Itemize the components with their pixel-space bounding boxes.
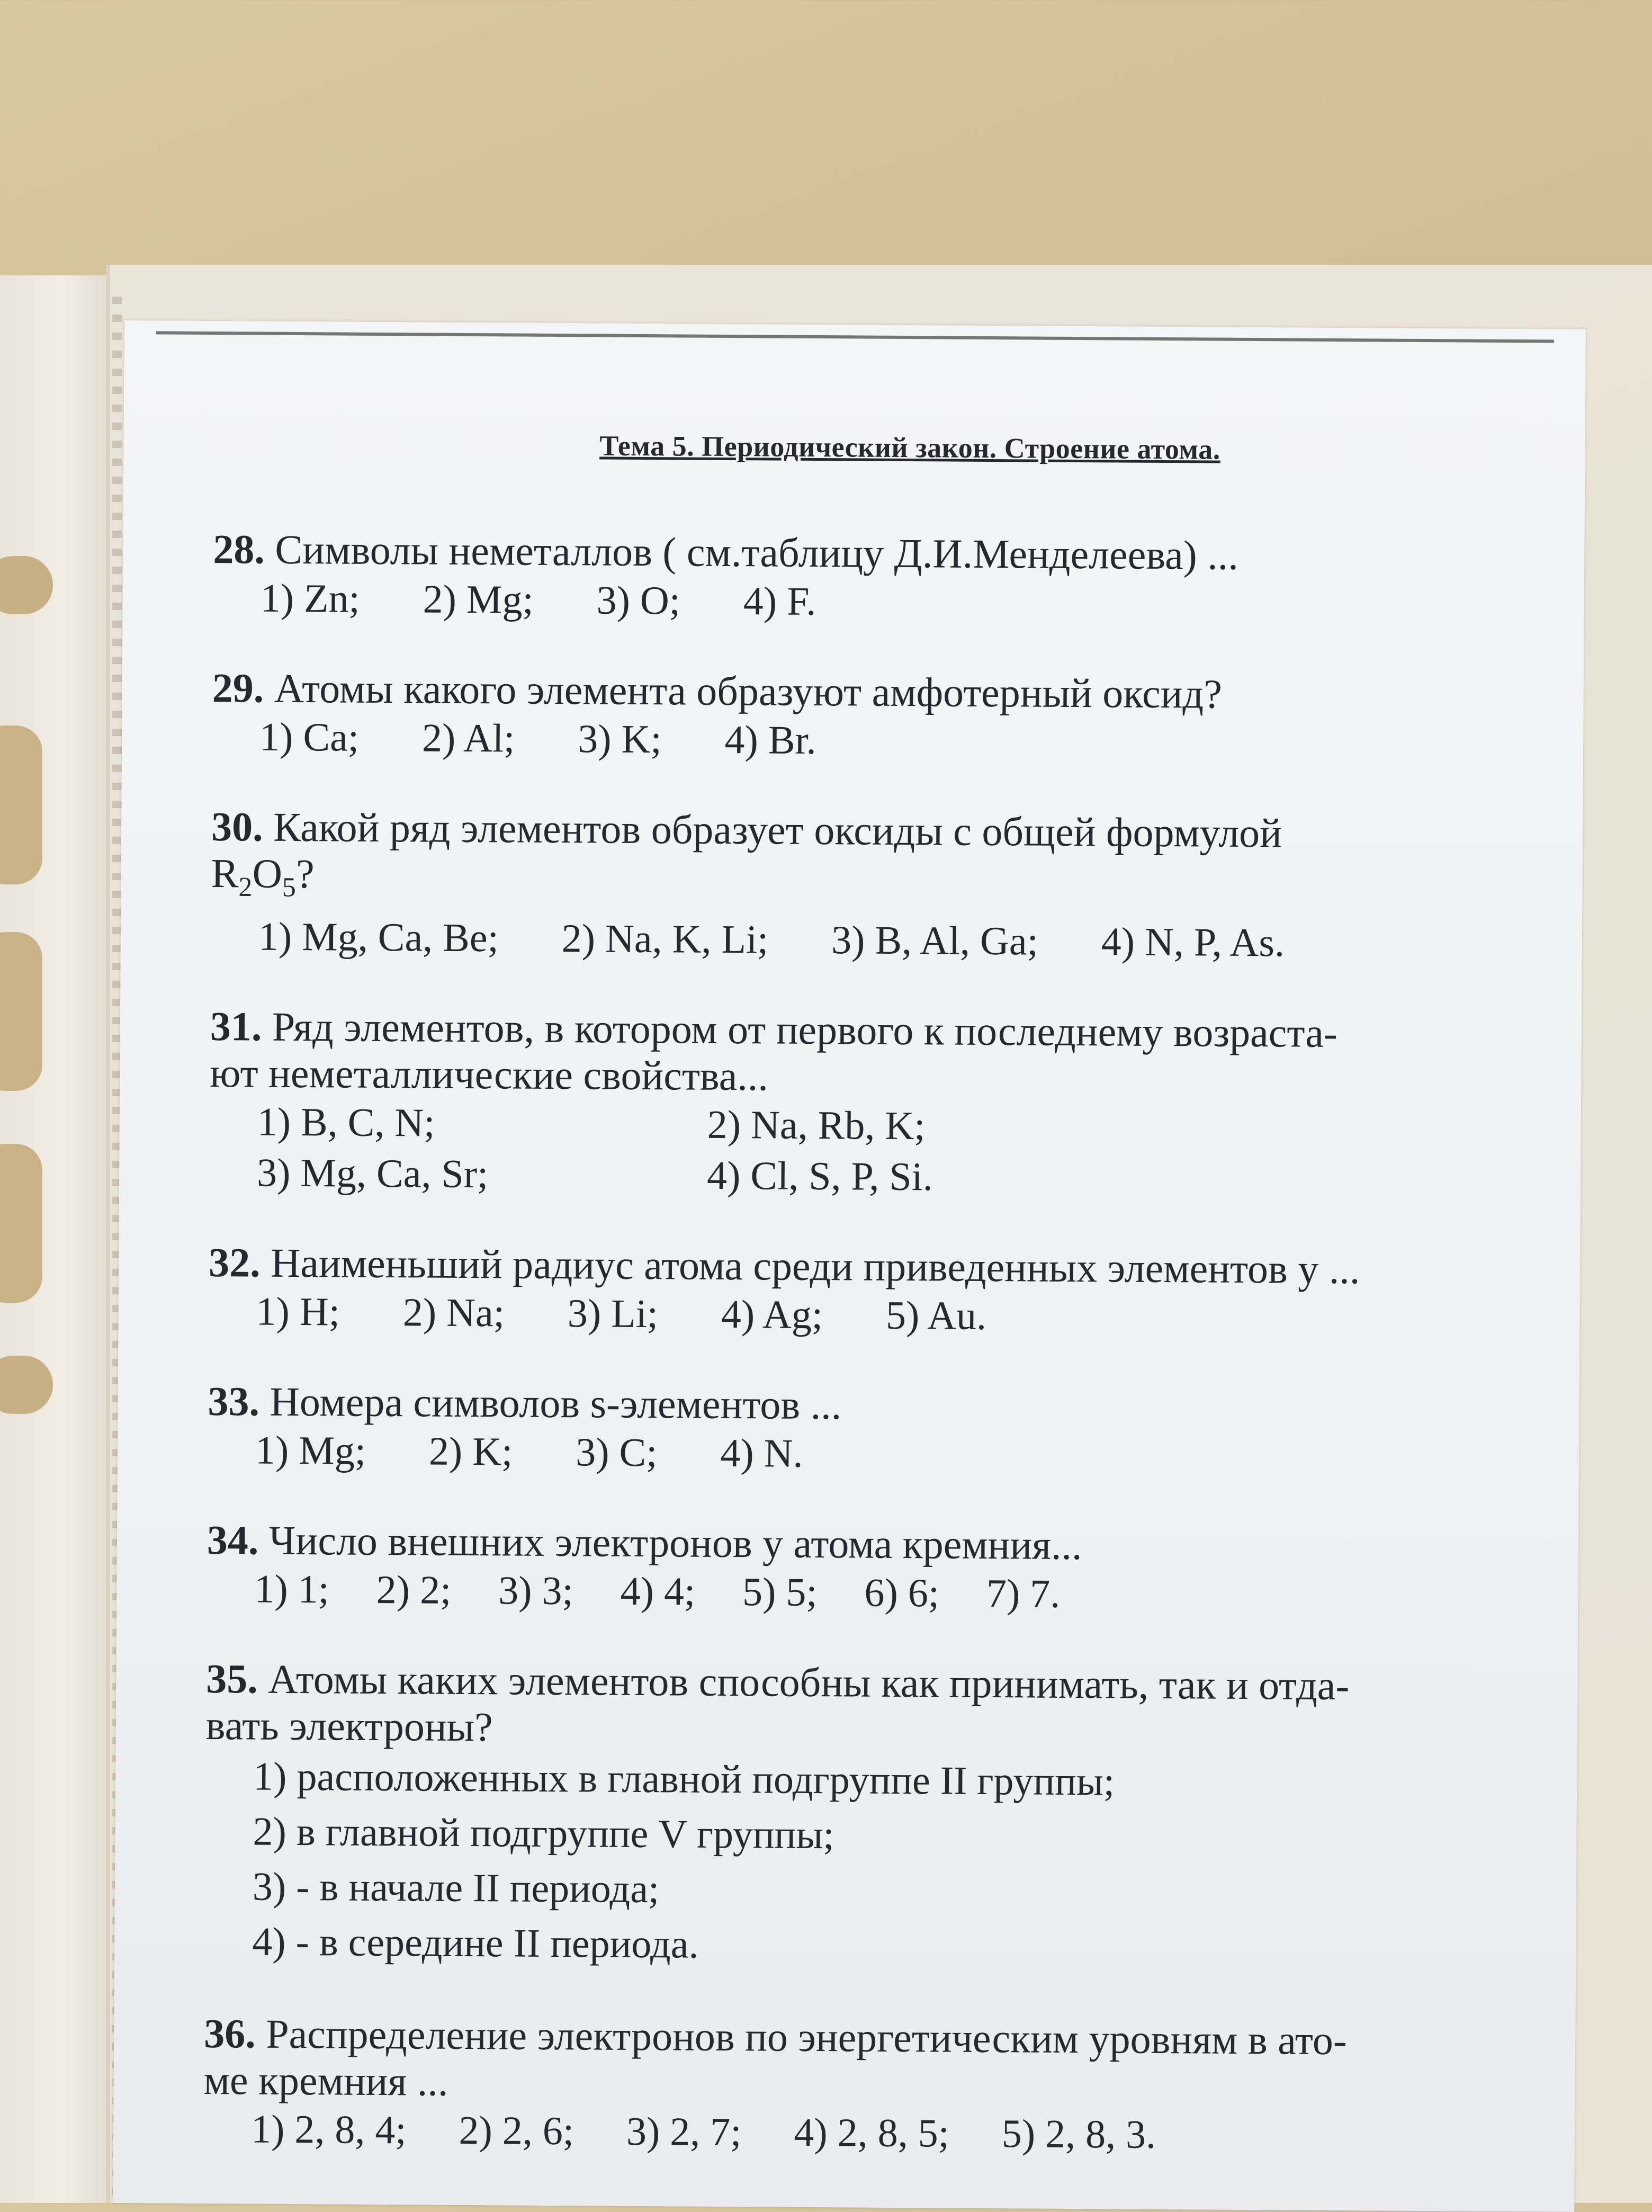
answer-option: 2) Al; <box>421 715 515 761</box>
question-33 <box>208 1378 1521 1483</box>
answer-option: 1) H; <box>256 1289 340 1335</box>
question-text: Распределение электронов по энергетическим уровням в ато- <box>265 2010 1348 2063</box>
answer-option: 3) B, Al, Ga; <box>831 917 1039 964</box>
answer-option: 2) Na, K, Li; <box>561 916 769 962</box>
question-number: 30. <box>211 803 263 850</box>
answer-option: 3) C; <box>576 1429 658 1475</box>
answer-option: 2) в главной подгруппе V группы; <box>253 1809 834 1857</box>
answer-option: 3) O; <box>596 578 681 623</box>
answer-option: 5) Au. <box>885 1293 987 1338</box>
answer-option: 5) 2, 8, 3. <box>1001 2111 1156 2157</box>
answer-option: 1) Mg, Ca, Be; <box>258 914 499 960</box>
worksheet-page <box>113 320 1586 2212</box>
answer-options <box>204 1749 1519 1977</box>
answer-option: 1) Zn; <box>260 576 360 621</box>
question-number: 36. <box>203 2010 256 2057</box>
question-text: Наименьший радиус атома среди приведенных элементов у ... <box>270 1239 1360 1292</box>
question-text: Какой ряд элементов образует оксиды с общей формулой <box>273 803 1282 856</box>
answer-option: 3) K; <box>578 717 662 762</box>
question-text: Символы неметаллов ( см.таблицу Д.И.Менделеева) ... <box>275 526 1239 578</box>
question-number: 31. <box>210 1002 262 1050</box>
answer-options <box>212 711 1525 770</box>
answer-option: 3) - в начале II периода; <box>252 1864 660 1911</box>
question-text: Ряд элементов, в котором от первого к последнему возраста- <box>272 1003 1338 1056</box>
question-text: Номера символов s-элементов ... <box>270 1378 842 1428</box>
binder-sheet-edge <box>0 275 106 2203</box>
binder-slot <box>0 726 42 884</box>
question-number: 33. <box>208 1377 260 1425</box>
binder-slot <box>0 932 42 1091</box>
answer-option: 2) Na; <box>402 1289 505 1336</box>
answer-option: 3) Mg, Ca, Sr; <box>256 1150 489 1196</box>
question-number: 35. <box>206 1655 258 1702</box>
answer-option: 4) Cl, S, P, Si. <box>706 1153 933 1199</box>
binder-hole <box>0 1356 53 1414</box>
answer-option: 1) 2, 8, 4; <box>250 2107 407 2152</box>
question-number: 32. <box>208 1239 261 1286</box>
answer-options <box>208 1425 1521 1483</box>
question-28 <box>213 526 1527 631</box>
answer-option: 1) 1; <box>254 1566 330 1612</box>
answer-options <box>211 911 1524 970</box>
answer-options <box>206 1563 1520 1622</box>
question-text-continued: ют неметаллические свойства... <box>210 1049 769 1099</box>
question-text: Атомы каких элементов способны как принимать, так и отда- <box>268 1655 1350 1708</box>
answer-option: 3) 3; <box>498 1568 573 1613</box>
answer-option: 3) Li; <box>567 1291 659 1336</box>
answer-option: 2) K; <box>428 1429 513 1474</box>
question-29 <box>212 665 1525 770</box>
answer-option: 4) F. <box>743 579 816 624</box>
answer-option: 2) 2, 6; <box>459 2108 574 2153</box>
question-number: 28. <box>213 526 265 572</box>
answer-options <box>203 2103 1517 2162</box>
question-number: 34. <box>206 1516 259 1563</box>
answer-option: 4) Br. <box>724 717 816 763</box>
answer-option: 4) 4; <box>620 1569 696 1614</box>
question-text-continued: ме кремния ... <box>203 2056 448 2104</box>
question-34 <box>206 1517 1520 1622</box>
answer-options <box>213 572 1527 631</box>
answer-option: 3) 2, 7; <box>626 2109 742 2154</box>
answer-option: 1) B, C, N; <box>257 1099 435 1145</box>
question-text: Число внешних электронов у атома кремния... <box>268 1517 1082 1568</box>
question-35 <box>204 1655 1520 1977</box>
binder-hole <box>0 556 53 614</box>
answer-options <box>208 1286 1522 1345</box>
question-text-continued: вать электроны? <box>205 1701 493 1750</box>
top-rule <box>156 331 1554 343</box>
page-title: Тема 5. Периодический закон. Строение атома. <box>599 429 1220 465</box>
question-32 <box>208 1239 1522 1345</box>
answer-option: 1) Ca; <box>259 714 360 760</box>
answer-option: 1) Mg; <box>255 1428 366 1473</box>
formula-line: $R_2O_5$? <box>211 850 315 903</box>
answer-option: 5) 5; <box>742 1569 818 1615</box>
answer-option: 4) 2, 8, 5; <box>794 2110 950 2156</box>
answer-option: 4) Ag; <box>721 1292 823 1337</box>
answer-option: 4) - в середине II периода. <box>252 1919 699 1967</box>
answer-options <box>209 1096 1523 1206</box>
answer-option: 2) Na, Rb, K; <box>707 1102 926 1148</box>
answer-option: 7) 7. <box>986 1571 1061 1616</box>
answer-option: 4) N. <box>720 1430 803 1476</box>
worksheet-content <box>203 427 1527 2204</box>
question-number: 29. <box>212 665 264 711</box>
question-31 <box>209 1003 1523 1206</box>
question-36 <box>203 2010 1518 2162</box>
answer-option: 4) N, P, As. <box>1101 919 1285 965</box>
answer-option: 6) 6; <box>864 1570 940 1616</box>
binder-slot <box>0 1144 42 1303</box>
question-30 <box>211 803 1525 970</box>
question-text: Атомы какого элемента образуют амфотерный оксид? <box>274 665 1223 717</box>
answer-option: 2) 2; <box>376 1567 452 1613</box>
answer-option: 1) расположенных в главной подгруппе II группы; <box>253 1754 1115 1804</box>
answer-option: 2) Mg; <box>423 577 534 622</box>
